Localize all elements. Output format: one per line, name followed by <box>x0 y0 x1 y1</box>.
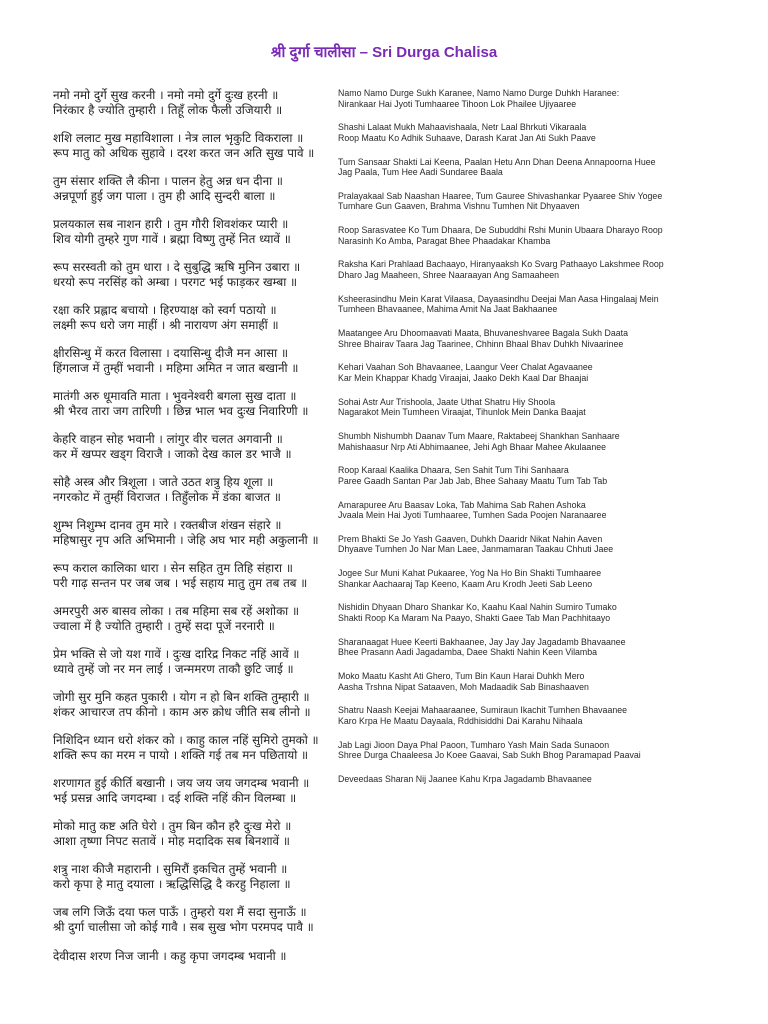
hindi-verse <box>53 733 343 776</box>
roman-verse-line: Roop Karaal Kaalika Dhaara, Sen Sahit Tum Tihi Sanhaara <box>338 465 569 476</box>
hindi-verse-line: धरयो रूप नरसिंह को अम्बा । परगट भई फाड़कर खम्बा ॥ <box>53 275 298 289</box>
roman-verse-line: Dharo Jag Maaheen, Shree Naaraayan Ang Samaaheen <box>338 270 560 281</box>
roman-verse <box>338 397 738 431</box>
hindi-verse-line: जोगी सुर मुनि कहत पुकारी । योग न हो बिन शक्ति तुम्हारी ॥ <box>53 690 310 704</box>
roman-verse <box>338 671 738 705</box>
hindi-verse-line: हिंगलाज में तुम्हीं भवानी । महिमा अमित न जात बखानी ॥ <box>53 361 299 375</box>
hindi-verse-line: आशा तृष्णा निपट सतावें । मोह मदादिक सब बिनशावें ॥ <box>53 834 290 848</box>
roman-verse-line: Jvaala Mein Hai Jyoti Tumhaaree, Tumhen Sada Poojen Naranaaree <box>338 510 607 521</box>
hindi-verse-line: श्री दुर्गा चालीसा जो कोई गावै । सब सुख भोग परमपद पावै ॥ <box>53 920 314 934</box>
roman-verse-line: Shree Bhairav Taara Jag Taarinee, Chhinn Bhaal Bhav Duhkh Nivaarinee <box>338 338 624 349</box>
roman-verse-line: Amarapuree Aru Baasav Loka, Tab Mahima Sab Rahen Ashoka <box>338 499 586 510</box>
hindi-verse <box>53 389 343 432</box>
roman-verse-line: Mahishaasur Nrp Ati Abhimaanee, Jehi Agh Bhaar Mahee Akulaanee <box>338 441 606 452</box>
roman-verse-line: Jogee Sur Muni Kahat Pukaaree, Yog Na Ho Bin Shakti Tumhaaree <box>338 568 602 579</box>
roman-verse-line: Narasinh Ko Amba, Paragat Bhee Phaadakar Khamba <box>338 235 551 246</box>
hindi-verse <box>53 819 343 862</box>
hindi-verse-line: सोहै अस्त्र और त्रिशूला । जाते उठत शत्रु हिय शूला ॥ <box>53 475 274 489</box>
hindi-verse <box>53 303 343 346</box>
roman-verse-line: Jab Lagi Jioon Daya Phal Paoon, Tumharo Yash Main Sada Sunaoon <box>338 739 610 750</box>
hindi-verse <box>53 561 343 604</box>
roman-verse-line: Jag Paala, Tum Hee Aadi Sundaree Baala <box>338 167 503 178</box>
hindi-verses-column <box>53 88 343 992</box>
roman-verse-line: Prem Bhakti Se Jo Yash Gaaven, Duhkh Daaridr Nikat Nahin Aaven <box>338 533 603 544</box>
hindi-verse-line: मोको मातु कष्ट अति घेरो । तुम बिन कौन हरै दुःख मेरो ॥ <box>53 819 292 833</box>
hindi-verse-line: भई प्रसन्न आदि जगदम्बा । दई शक्ति नहिं कीन विलम्बा ॥ <box>53 791 297 805</box>
roman-verse-line: Aasha Trshna Nipat Sataaven, Moh Madaadik Sab Binashaaven <box>338 681 589 692</box>
roman-verse-line: Shakti Roop Ka Maram Na Paayo, Shakti Gaee Tab Man Pachhitaayo <box>338 613 611 624</box>
roman-verse-line: Shree Durga Chaaleesa Jo Koee Gaavai, Sab Sukh Bhog Paramapad Paavai <box>338 750 641 761</box>
hindi-verse-line: देवीदास शरण निज जानी । कहु कृपा जगदम्ब भवानी ॥ <box>53 949 287 963</box>
roman-verse-line: Sharanaagat Huee Keerti Bakhaanee, Jay Jay Jay Jagadamb Bhavaanee <box>338 636 626 647</box>
hindi-verse <box>53 905 343 948</box>
roman-verse-line: Paree Gaadh Santan Par Jab Jab, Bhee Sahaay Maatu Tum Tab Tab <box>338 475 608 486</box>
roman-verse-line: Kehari Vaahan Soh Bhavaanee, Laangur Veer Chalat Agavaanee <box>338 362 593 373</box>
roman-verse-line: Shumbh Nishumbh Daanav Tum Maare, Raktabeej Shankhan Sanhaare <box>338 430 620 441</box>
hindi-verse <box>53 88 343 131</box>
hindi-verse-line: शक्ति रूप का मरम न पायो । शक्ति गई तब मन पछितायो ॥ <box>53 748 309 762</box>
page-title: श्री दुर्गा चालीसा – Sri Durga Chalisa <box>270 44 498 61</box>
hindi-verse-line: रक्षा करि प्रह्लाद बचायो । हिरण्याक्ष को स्वर्ग पठायो ॥ <box>53 303 277 317</box>
hindi-verse-line: लक्ष्मी रूप धरो जग माहीं । श्री नारायण अंग समाहीं ॥ <box>53 318 279 332</box>
roman-verse-line: Shatru Naash Keejai Mahaaraanee, Sumiraun Ikachit Tumhen Bhavaanee <box>338 705 628 716</box>
hindi-verse <box>53 174 343 217</box>
hindi-verse <box>53 260 343 303</box>
roman-verse <box>338 362 738 396</box>
roman-verse-line: Tum Sansaar Shakti Lai Keena, Paalan Hetu Ann Dhan Deena Annapoorna Huee <box>338 156 656 167</box>
hindi-verse-line: करो कृपा हे मातु दयाला । ऋद्धिसिद्धि दै करहु निहाला ॥ <box>53 877 291 891</box>
roman-verse-line: Nirankaar Hai Jyoti Tumhaaree Tihoon Lok Phailee Ujiyaaree <box>338 98 577 109</box>
roman-verse <box>338 122 738 156</box>
roman-verse <box>338 294 738 328</box>
hindi-verse-line: अमरपुरी अरु बासव लोका । तब महिमा सब रहें अशोका ॥ <box>53 604 300 618</box>
roman-verse-line: Nagarakot Mein Tumheen Viraajat, Tihunlok Mein Danka Baajat <box>338 407 586 418</box>
hindi-verse-line: शिव योगी तुम्हरे गुण गावें । ब्रह्मा विष्णु तुम्हें नित ध्यावें ॥ <box>53 232 291 246</box>
hindi-verse-line: जब लगि जिऊँ दया फल पाऊँ । तुम्हरो यश मैं सदा सुनाऊँ ॥ <box>53 905 307 919</box>
hindi-verse <box>53 475 343 518</box>
hindi-verse-line: अन्नपूर्णा हुई जग पाला । तुम ही आदि सुन्दरी बाला ॥ <box>53 189 276 203</box>
hindi-verse-line: कर में खप्पर खड्ग विराजै । जाको देख काल डर भाजै ॥ <box>53 447 292 461</box>
hindi-verse-line: शुम्भ निशुम्भ दानव तुम मारे । रक्तबीज शंखन संहारे ॥ <box>53 518 282 532</box>
hindi-verse-line: शशि ललाट मुख महाविशाला । नेत्र लाल भृकुटि विकराला ॥ <box>53 131 304 145</box>
roman-verse <box>338 774 738 808</box>
hindi-verse-line: रूप सरस्वती को तुम धारा । दे सुबुद्धि ऋषि मुनिन उबारा ॥ <box>53 260 301 274</box>
roman-verse <box>338 431 738 465</box>
roman-verse-line: Raksha Kari Prahlaad Bachaayo, Hiranyaaksh Ko Svarg Pathaayo Lakshmee Roop <box>338 259 664 270</box>
hindi-verse-line: शंकर आचारज तप कीनो । काम अरु क्रोध जीति सब लीनो ॥ <box>53 705 311 719</box>
roman-verse <box>338 500 738 534</box>
hindi-verse-line: रूप मातु को अधिक सुहावे । दरश करत जन अति सुख पावे ॥ <box>53 146 315 160</box>
hindi-verse-line: रूप कराल कालिका धारा । सेन सहित तुम तिहि संहारा ॥ <box>53 561 293 575</box>
roman-verse <box>338 602 738 636</box>
roman-verse-line: Namo Namo Durge Sukh Karanee, Namo Namo Durge Duhkh Haranee: <box>338 88 620 98</box>
roman-verse-line: Roop Maatu Ko Adhik Suhaave, Darash Karat Jan Ati Sukh Paave <box>338 132 596 143</box>
roman-verse-line: Roop Sarasvatee Ko Tum Dhaara, De Subuddhi Rshi Munin Ubaara Dharayo Roop <box>338 225 663 236</box>
hindi-verse-line: ज्वाला में है ज्योति तुम्हारी । तुम्हें सदा पूजें नरनारी ॥ <box>53 619 275 633</box>
roman-verse <box>338 157 738 191</box>
hindi-verse-line: प्रेम भक्ति से जो यश गावें । दुःख दारिद्र निकट नहिं आवें ॥ <box>53 647 300 661</box>
hindi-verse-line: शरणागत हुई कीर्ति बखानी । जय जय जय जगदम्ब भवानी ॥ <box>53 776 310 790</box>
roman-verse-line: Bhee Prasann Aadi Jagadamba, Daee Shakti Nahin Keen Vilamba <box>338 647 598 658</box>
hindi-verse <box>53 518 343 561</box>
roman-verse-line: Shankar Aachaaraj Tap Keeno, Kaam Aru Krodh Jeeti Sab Leeno <box>338 578 593 589</box>
hindi-verse-line: निशिदिन ध्यान धरो शंकर को । काहु काल नहिं सुमिरो तुमको ॥ <box>53 733 319 747</box>
hindi-verse <box>53 949 343 992</box>
hindi-verse <box>53 604 343 647</box>
hindi-verse <box>53 862 343 905</box>
hindi-verse <box>53 647 343 690</box>
roman-verse-line: Dhyaave Tumhen Jo Nar Man Laee, Janmamaran Taakau Chhuti Jaee <box>338 544 614 555</box>
roman-verse <box>338 225 738 259</box>
hindi-verse <box>53 432 343 475</box>
hindi-verse-line: क्षीरसिन्धु में करत विलासा । दयासिन्धु दीजै मन आसा ॥ <box>53 346 289 360</box>
hindi-verse <box>53 346 343 389</box>
roman-verse-line: Shashi Lalaat Mukh Mahaavishaala, Netr Laal Bhrkuti Vikaraala <box>338 122 587 133</box>
hindi-verse-line: तुम संसार शक्ति लै कीना । पालन हेतु अन्न धन दीना ॥ <box>53 174 283 188</box>
hindi-verse <box>53 690 343 733</box>
hindi-verse-line: शत्रु नाश कीजै महारानी । सुमिरौं इकचित तुम्हें भवानी ॥ <box>53 862 288 876</box>
roman-verse-line: Moko Maatu Kasht Ati Ghero, Tum Bin Kaun Harai Duhkh Mero <box>338 671 585 682</box>
hindi-verse-line: निरंकार है ज्योति तुम्हारी । तिहूँ लोक फैली उजियारी ॥ <box>53 103 283 117</box>
hindi-verse <box>53 217 343 260</box>
roman-verse-line: Tumheen Bhavaanee, Mahima Amit Na Jaat Bakhaanee <box>338 304 558 315</box>
roman-verse <box>338 259 738 293</box>
transliteration-column <box>338 88 738 808</box>
roman-verse <box>338 465 738 499</box>
roman-verse-line: Ksheerasindhu Mein Karat Vilaasa, Dayaasindhu Deejai Man Aasa Hingalaaj Mein <box>338 293 659 304</box>
hindi-verse-line: नमो नमो दुर्गे सुख करनी । नमो नमो दुर्गे दुःख हरनी ॥ <box>53 88 279 102</box>
roman-verse-line: Kar Mein Khappar Khadg Viraajai, Jaako Dekh Kaal Dar Bhaajai <box>338 372 589 383</box>
roman-verse-line: Tumhare Gun Gaaven, Brahma Vishnu Tumhen Nit Dhyaaven <box>338 201 580 212</box>
hindi-verse-line: मातंगी अरु धूमावति माता । भुवनेश्वरी बगला सुख दाता ॥ <box>53 389 297 403</box>
roman-verse <box>338 568 738 602</box>
roman-verse-line: Pralayakaal Sab Naashan Haaree, Tum Gauree Shivashankar Pyaaree Shiv Yogee <box>338 190 663 201</box>
hindi-verse-line: नगरकोट में तुम्हीं विराजत । तिहुँलोक में डंका बाजत ॥ <box>53 490 281 504</box>
roman-verse-line: Karo Krpa He Maatu Dayaala, Rddhisiddhi Dai Karahu Nihaala <box>338 715 583 726</box>
roman-verse-line: Maatangee Aru Dhoomaavati Maata, Bhuvaneshvaree Bagala Sukh Daata <box>338 328 628 339</box>
hindi-verse-line: प्रलयकाल सब नाशन हारी । तुम गौरी शिवशंकर प्यारी ॥ <box>53 217 289 231</box>
hindi-verse-line: ध्यावे तुम्हें जो नर मन लाई । जन्ममरण ताकौ छुटि जाई ॥ <box>53 662 294 676</box>
roman-verse <box>338 637 738 671</box>
hindi-verse <box>53 776 343 819</box>
roman-verse <box>338 740 738 774</box>
roman-verse <box>338 88 738 122</box>
hindi-verse-line: महिषासुर नृप अति अभिमानी । जेहि अघ भार मही अकुलानी ॥ <box>53 533 319 547</box>
roman-verse <box>338 705 738 739</box>
roman-verse <box>338 328 738 362</box>
hindi-verse-line: श्री भैरव तारा जग तारिणी । छिन्न भाल भव दुःख निवारिणी ॥ <box>53 404 309 418</box>
roman-verse <box>338 191 738 225</box>
hindi-verse <box>53 131 343 174</box>
roman-verse-line: Deveedaas Sharan Nij Jaanee Kahu Krpa Jagadamb Bhavaanee <box>338 773 592 784</box>
hindi-verse-line: केहरि वाहन सोह भवानी । लांगुर वीर चलत अगवानी ॥ <box>53 432 283 446</box>
hindi-verse-line: परी गाढ़ सन्तन पर जब जब । भई सहाय मातु तुम तब तब ॥ <box>53 576 308 590</box>
roman-verse-line: Nishidin Dhyaan Dharo Shankar Ko, Kaahu Kaal Nahin Sumiro Tumako <box>338 602 617 613</box>
roman-verse <box>338 534 738 568</box>
roman-verse-line: Sohai Astr Aur Trishoola, Jaate Uthat Shatru Hiy Shoola <box>338 396 556 407</box>
